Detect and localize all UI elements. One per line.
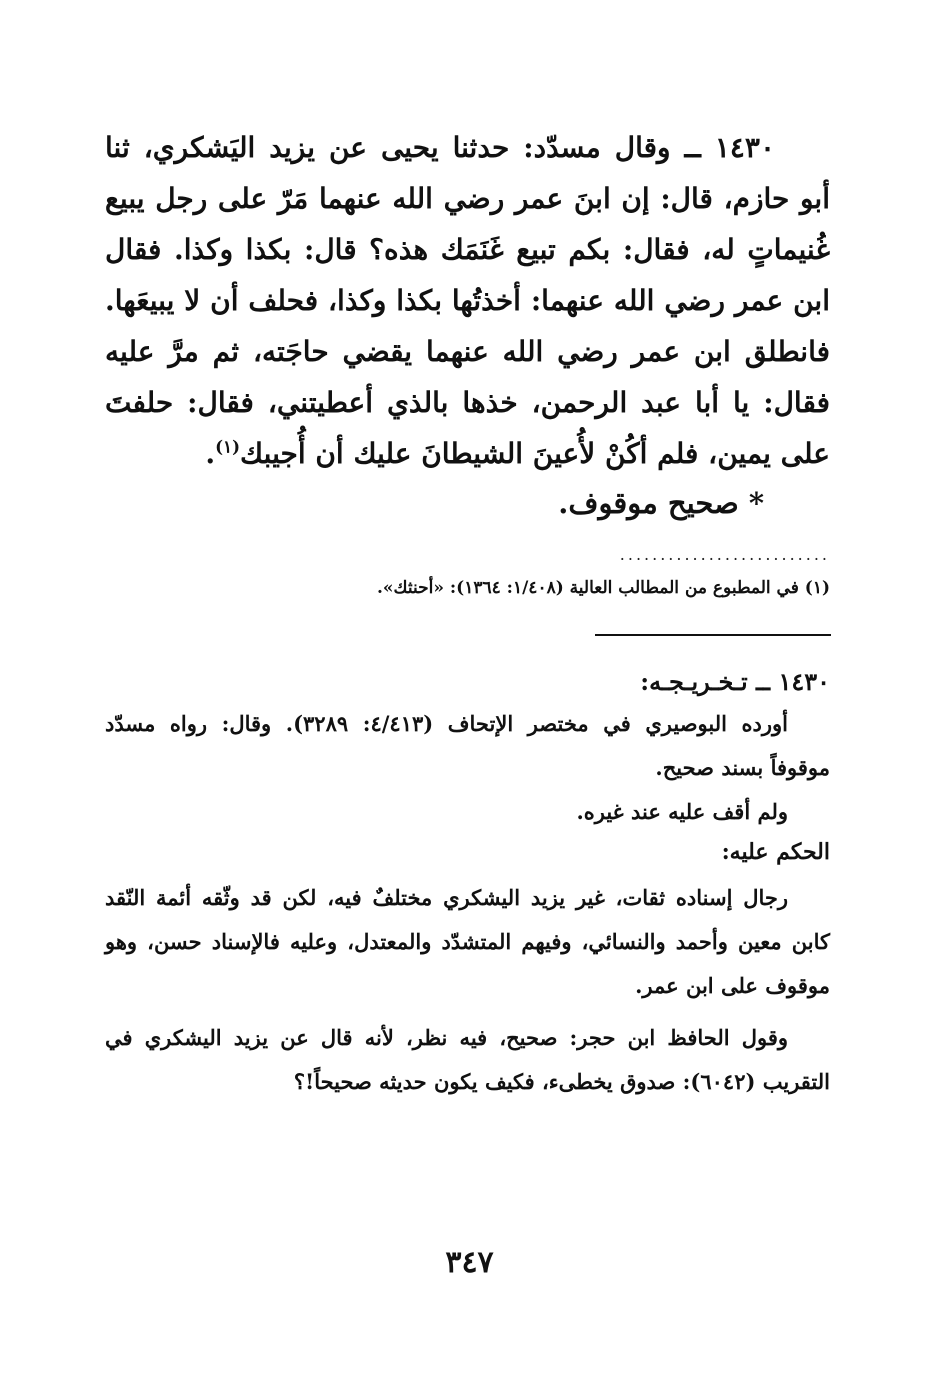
takhrij-body — [105, 702, 830, 834]
verdict-line: * صحيح موقوف. — [558, 486, 764, 520]
hukm-paragraph-1: رجال إسناده ثقات، غير يزيد اليشكري مختلفٌ فيه، لكن قد وثّقه أئمة النّقد كابن معين وأحمد والنسائي، وفيهم المتشدّد والمعتدل، وعليه فالإسناد حسن، وهو موقوف على ابن عمر. — [105, 885, 830, 998]
hadith-paragraph — [105, 122, 830, 479]
hadith-end: . — [205, 437, 216, 470]
hukm-body — [105, 876, 830, 1112]
section-divider — [595, 634, 831, 636]
footnote: (١) في المطبوع من المطالب العالية (١/٤٠٨: ١٣٦٤): «أحنثك». — [377, 578, 830, 598]
hadith-body: ١٤٣٠ ــ وقال مسدّد: حدثنا يحيى عن يزيد اليَشكري، ثنا أبو حازم، قال: إن ابنَ عمر رضي الله عنهما مَرّ على رجل يبيع غُنيماتٍ له، فقال: بكم تبيع غَنَمَك هذه؟ قال: بكذا وكذا. فقال ابن عمر رضي الله عنهما: أخذتُها بكذا وكذا، فحلف أن لا يبيعَها. فانطلق ابن عمر رضي الله عنهما يقضي حاجَته، ثم مرَّ عليه فقال: يا أبا عبد الرحمن، خذها بالذي أعطيتني، فقال: حلفتَ على يمين، فلم أكُنْ لأُعينَ الشيطانَ عليك أن أُجيبك — [105, 131, 830, 470]
takhrij-paragraph-1: أورده البوصيري في مختصر الإتحاف (٤/٤١٣: ٣٢٨٩). وقال: رواه مسدّد موقوفاً بسند صحيح. — [105, 711, 830, 780]
takhrij-heading: ١٤٣٠ ــ تـخـريـجـه: — [640, 667, 830, 696]
page-number: ٣٤٧ — [445, 1245, 494, 1280]
footnote-marker: (١) — [215, 436, 241, 457]
footnote-dotted-separator: .......................... — [619, 545, 830, 564]
hukm-paragraph-2: وقول الحافظ ابن حجر: صحيح، فيه نظر، لأنه قال عن يزيد اليشكري في التقريب (٦٠٤٢): صدوق يخطىء، فكيف يكون حديثه صحيحاً!؟ — [105, 1025, 830, 1094]
hadith-text — [105, 122, 830, 479]
hukm-heading: الحكم عليه: — [721, 839, 830, 865]
takhrij-paragraph-2: ولم أقف عليه عند غيره. — [576, 799, 788, 824]
